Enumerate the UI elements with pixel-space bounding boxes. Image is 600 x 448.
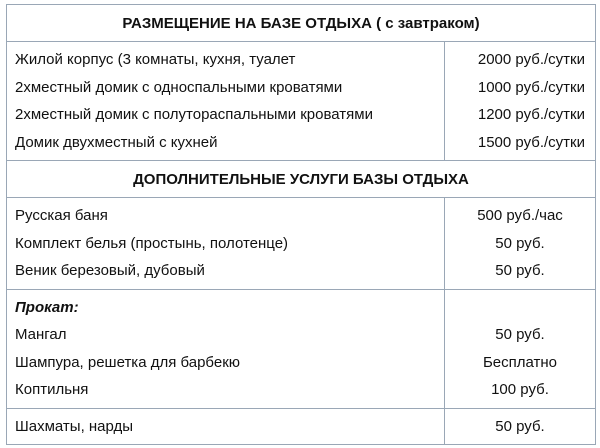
rental-heading: Прокат: bbox=[15, 298, 79, 316]
bath-group bbox=[7, 198, 595, 290]
rental-group bbox=[7, 290, 595, 409]
games-group bbox=[7, 409, 595, 445]
rental-heading-spacer bbox=[445, 294, 595, 322]
table-row-name: Домик двухместный с кухней bbox=[15, 133, 218, 151]
table-row-name: Комплект белья (простынь, полотенце) bbox=[15, 234, 289, 252]
bath-prices bbox=[445, 202, 595, 285]
accommodation-group bbox=[7, 42, 595, 161]
accommodation-names bbox=[7, 42, 445, 160]
table-row-price: 2000 руб./сутки bbox=[477, 51, 585, 69]
rental-prices bbox=[445, 294, 595, 404]
table-row-price: 100 руб. bbox=[491, 381, 549, 399]
table-row-price: 50 руб. bbox=[495, 234, 545, 252]
table-row-price: 50 руб. bbox=[495, 326, 545, 344]
table-row-price: Бесплатно bbox=[482, 353, 558, 371]
table-row-price: 1500 руб./сутки bbox=[477, 133, 585, 151]
table-row-price: 50 руб. bbox=[495, 417, 545, 435]
table-row-name: 2хместный домик с полутораспальными кроватями bbox=[15, 106, 373, 124]
table-row-name: Мангал bbox=[15, 326, 67, 344]
table-row-price: 50 руб. bbox=[495, 262, 545, 280]
table-row-name: Веник березовый, дубовый bbox=[15, 262, 205, 280]
accommodation-title: РАЗМЕЩЕНИЕ НА БАЗЕ ОТДЫХА ( с завтраком) bbox=[122, 14, 480, 32]
services-title: ДОПОЛНИТЕЛЬНЫЕ УСЛУГИ БАЗЫ ОТДЫХА bbox=[133, 170, 469, 188]
table-row-name: Русская баня bbox=[15, 207, 108, 225]
price-table bbox=[6, 4, 596, 445]
accommodation-prices bbox=[445, 46, 595, 156]
table-row-name: Жилой корпус (3 комнаты, кухня, туалет bbox=[15, 51, 296, 69]
services-header bbox=[7, 161, 595, 198]
table-row-price: 500 руб./час bbox=[477, 207, 563, 225]
bath-names bbox=[7, 198, 445, 289]
games-names bbox=[7, 409, 445, 445]
games-prices bbox=[445, 413, 595, 441]
table-row-name: 2хместный домик с односпальными кроватями bbox=[15, 78, 343, 96]
table-row-name: Коптильня bbox=[15, 381, 89, 399]
table-row-price: 1000 руб./сутки bbox=[477, 78, 585, 96]
table-row-price: 1200 руб./сутки bbox=[477, 106, 585, 124]
table-row-name: Шахматы, нарды bbox=[15, 417, 134, 435]
table-row-name: Шампура, решетка для барбекю bbox=[15, 353, 241, 371]
rental-names bbox=[7, 290, 445, 408]
accommodation-header bbox=[7, 5, 595, 42]
